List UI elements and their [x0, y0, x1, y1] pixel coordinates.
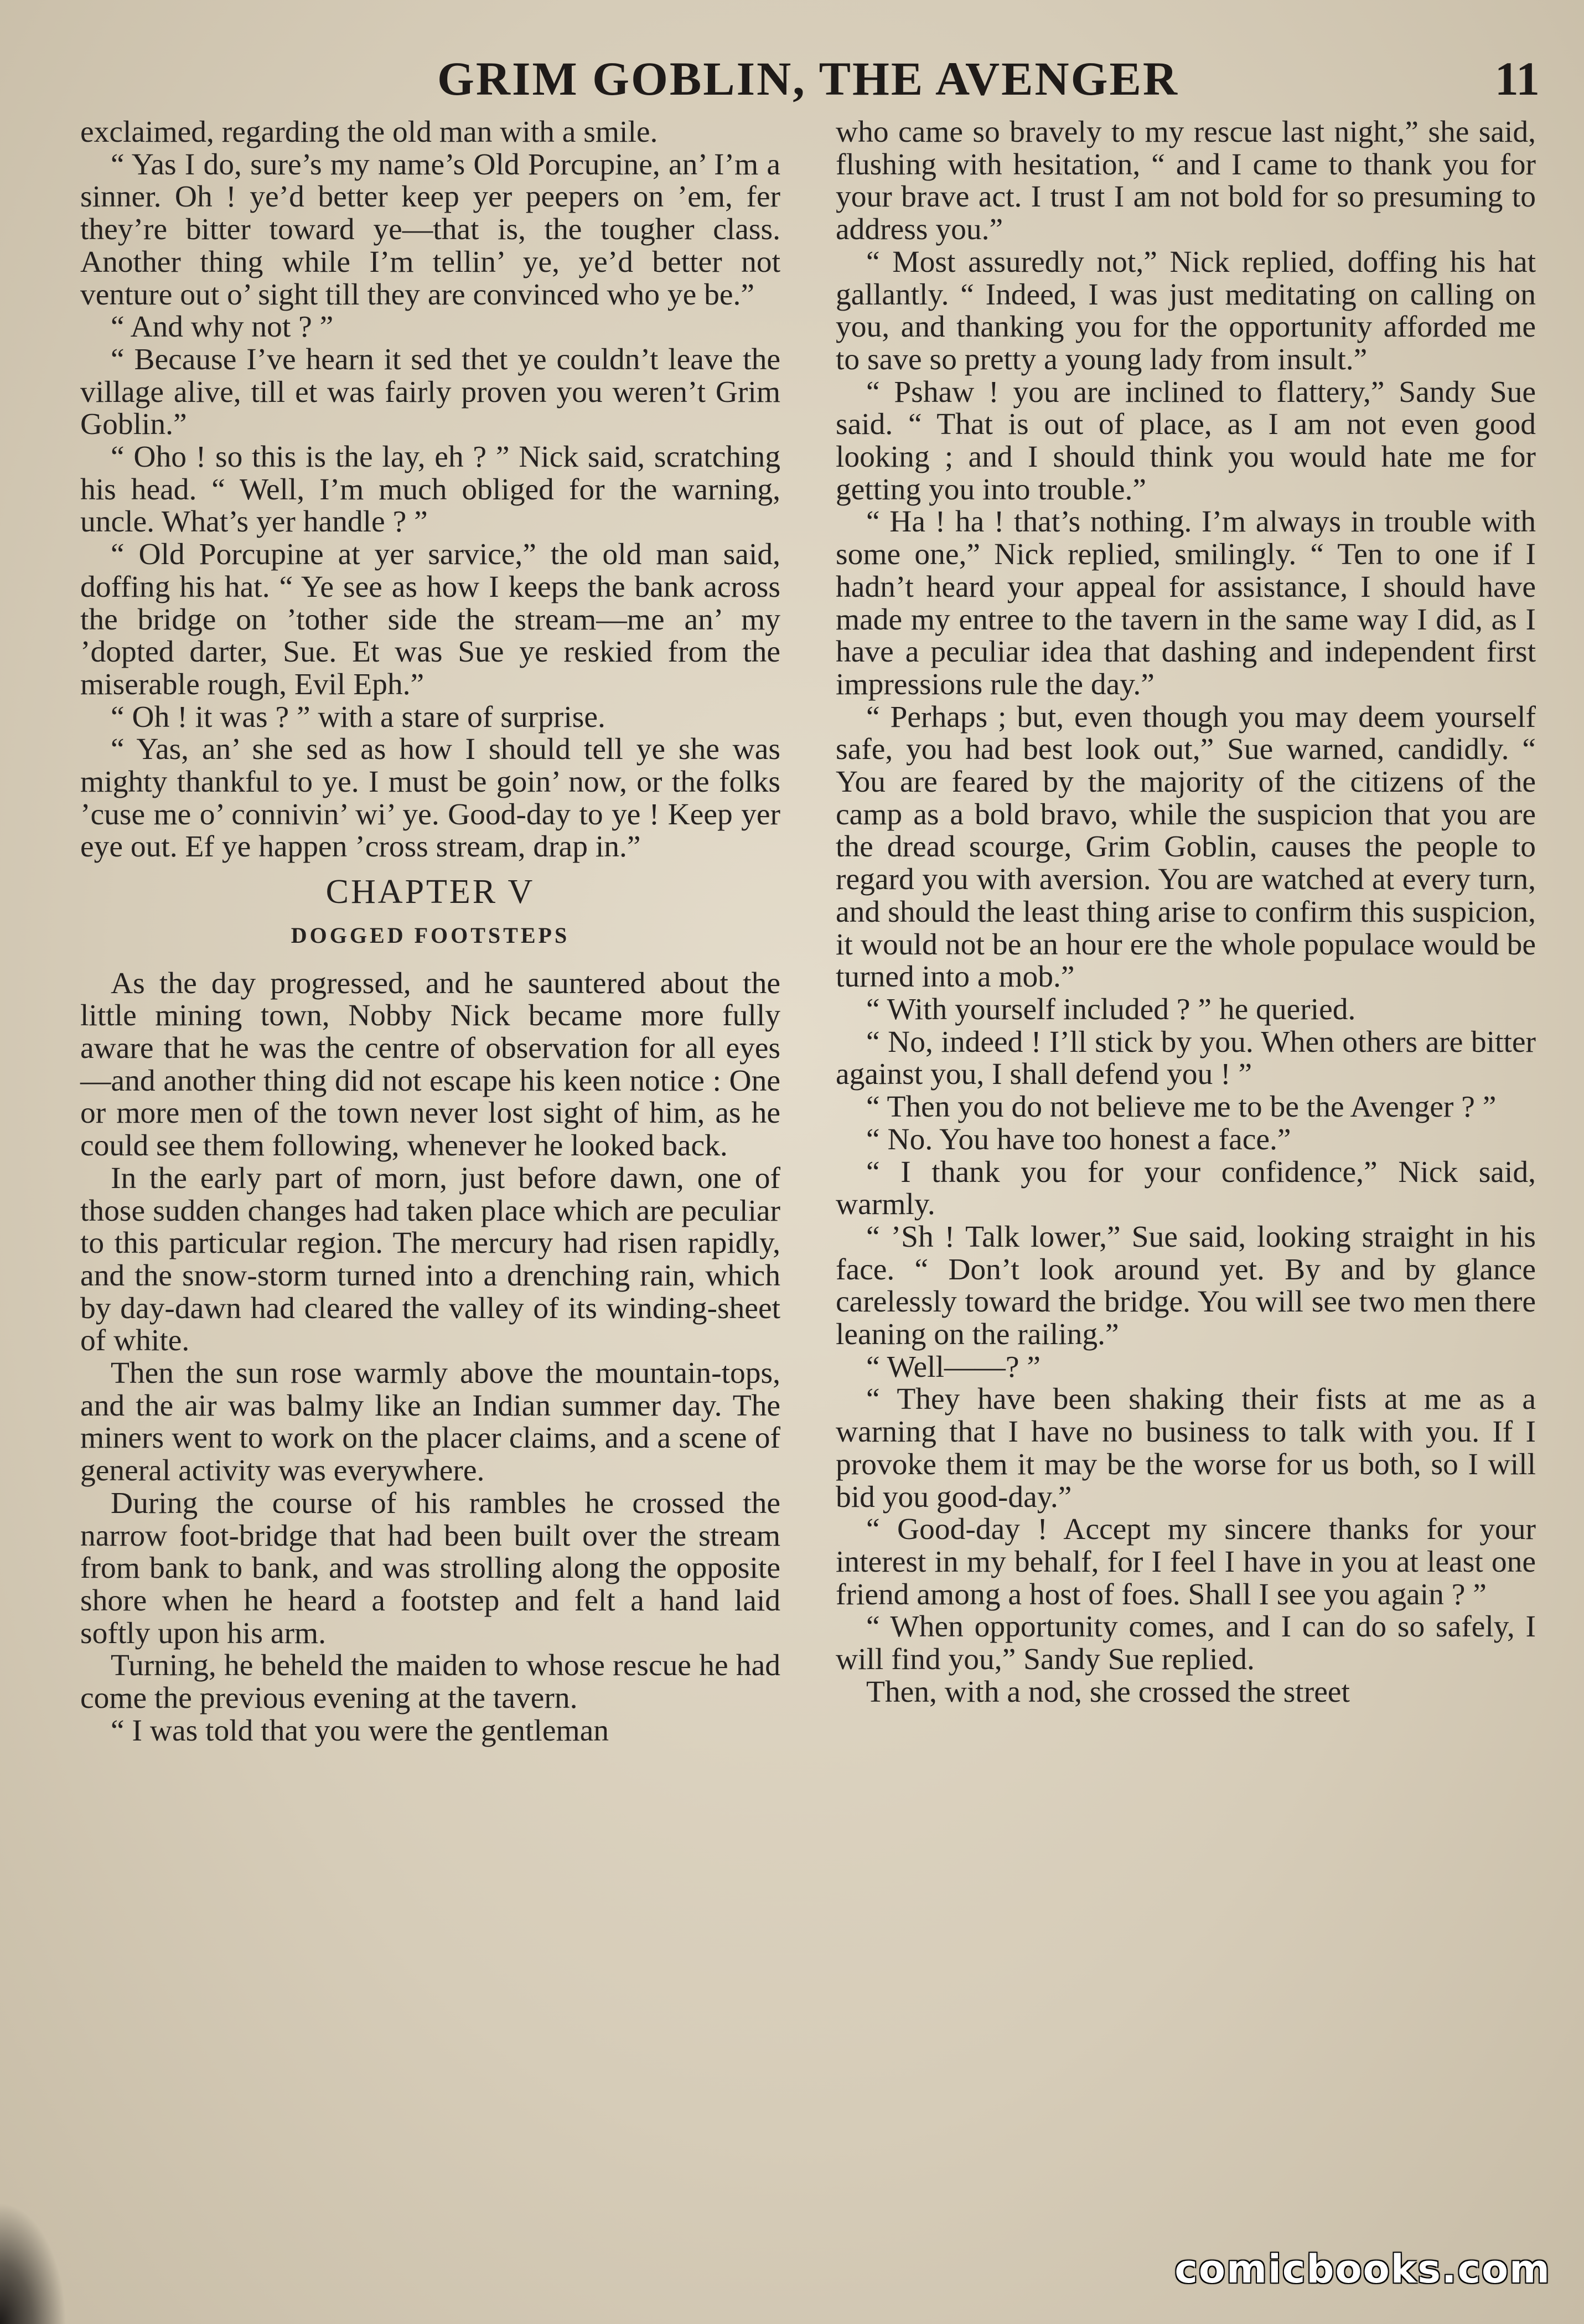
paragraph: “ With yourself included ? ” he queried.	[866, 992, 1356, 1026]
paragraph: “ Oho ! so this is the lay, eh ? ” Nick said, scratching his head. “ Well, I’m much obliged for the warning, uncle. What’s yer handle ? ”	[80, 440, 780, 539]
paragraph: “ Yas I do, sure’s my name’s Old Porcupine, an’ I’m a sinner. Oh ! ye’d better keep yer peepers on ’em, fer they’re bitter toward ye—that is, the tougher class. Another thing while I’m tellin’ ye, ye’d better not venture out o’ sight till they are convinced who ye be.”	[80, 147, 780, 312]
page-corner-shadow	[0, 2202, 66, 2324]
paragraph: “ I was told that you were the gentleman	[111, 1713, 609, 1748]
right-column	[836, 116, 1536, 1708]
left-column	[80, 116, 780, 1747]
paragraph: who came so bravely to my rescue last night,” she said, flushing with hesitation, “ and I came to thank you for your brave act. I trust I am not bold for so presuming to address you.”	[836, 115, 1536, 247]
paragraph: “ I thank you for your confidence,” Nick said, warmly.	[836, 1155, 1536, 1222]
running-title: GRIM GOBLIN, THE AVENGER	[437, 52, 1179, 105]
paragraph: Then, with a nod, she crossed the street	[866, 1675, 1350, 1709]
paragraph: “ No, indeed ! I’ll stick by you. When others are bitter against you, I shall defend you ! ”	[836, 1025, 1536, 1092]
site-watermark: comicbooks.com	[1174, 2246, 1551, 2292]
paragraph: “ Oh ! it was ? ” with a stare of surprise.	[111, 700, 605, 734]
paragraph: “ Perhaps ; but, even though you may deem yourself safe, you had best look out,” Sue warned, candidly. “ You are feared by the majority of the citizens of the camp as a bold bravo, while the suspicion that you are the dread scourge, Grim Goblin, causes the people to regard you with aversion. You are watched at every turn, and should the least thing arise to confirm this suspicion, it would not be an hour ere the whole populace would be turned into a mob.”	[836, 700, 1536, 994]
paragraph: “ Then you do not believe me to be the Avenger ? ”	[866, 1090, 1497, 1124]
paragraph: “ When opportunity comes, and I can do so safely, I will find you,” Sandy Sue replied.	[836, 1610, 1536, 1677]
paragraph: “ ’Sh ! Talk lower,” Sue said, looking straight in his face. “ Don’t look around yet. By and by glance carelessly toward the bridge. You will see two men there leaning on the railing.”	[836, 1220, 1536, 1352]
paragraph: “ Ha ! ha ! that’s nothing. I’m always in trouble with some one,” Nick replied, smilingly. “ Ten to one if I hadn’t heard your appeal for assistance, I should have made my entree to the tavern in the same way I did, as I have a peculiar idea that dashing and independent first impressions rule the day.”	[836, 505, 1536, 701]
paragraph: “ And why not ? ”	[111, 310, 334, 344]
paragraph: During the course of his rambles he crossed the narrow foot-bridge that had been built over the stream from bank to bank, and was strolling along the opposite shore when he heard a footstep and felt a hand laid softly upon his arm.	[80, 1486, 780, 1650]
paragraph: “ Pshaw ! you are inclined to flattery,” Sandy Sue said. “ That is out of place, as I am not even good looking ; and I should think you would hate me for getting you into trouble.”	[836, 375, 1536, 507]
paragraph: “ Most assuredly not,” Nick replied, doffing his hat gallantly. “ Indeed, I was just meditating on calling on you, and thanking you for the opportunity afforded me to save so pretty a young lady from insult.”	[836, 245, 1536, 376]
paragraph: “ Old Porcupine at yer sarvice,” the old man said, doffing his hat. “ Ye see as how I keeps the bank across the bridge on ’tother side the stream—me an’ my ’dopted darter, Sue. Et was Sue ye reskied from the miserable rough, Evil Eph.”	[80, 538, 780, 701]
paragraph: “ Well——? ”	[866, 1350, 1041, 1384]
chapter-subtitle: DOGGED FOOTSTEPS	[291, 922, 570, 948]
page-number: 11	[1494, 52, 1540, 105]
paragraph: “ Because I’ve hearn it sed thet ye couldn’t leave the village alive, till et was fairly proven you weren’t Grim Goblin.”	[80, 342, 780, 442]
paragraph: In the early part of morn, just before dawn, one of those sudden changes had taken place which are peculiar to this particular region. The mercury had risen rapidly, and the snow-storm turned into a drenching rain, which by day-dawn had cleared the valley of its winding-sheet of white.	[80, 1161, 780, 1358]
paragraph: “ Good-day ! Accept my sincere thanks for your interest in my behalf, for I feel I have in you at least one friend among a host of foes. Shall I see you again ? ”	[836, 1512, 1536, 1612]
paragraph: exclaimed, regarding the old man with a smile.	[80, 115, 658, 149]
chapter-title: CHAPTER V	[325, 873, 535, 911]
paragraph: “ Yas, an’ she sed as how I should tell ye she was mighty thankful to ye. I must be goin’ now, or the folks ’cuse me o’ connivin’ wi’ ye. Good-day to ye ! Keep yer eye out. Ef ye happen ’cross stream, drap in.”	[80, 732, 780, 864]
paragraph: Then the sun rose warmly above the mountain-tops, and the air was balmy like an Indian summer day. The miners went to work on the placer claims, and a scene of general activity was everywhere.	[80, 1356, 780, 1488]
paragraph: “ They have been shaking their fists at me as a warning that I have no business to talk with you. If I provoke them it may be the worse for us both, so I will bid you good-day.”	[836, 1382, 1536, 1514]
paragraph: “ No. You have too honest a face.”	[866, 1122, 1291, 1156]
paragraph: Turning, he beheld the maiden to whose rescue he had come the previous evening at the tavern.	[80, 1649, 780, 1716]
paragraph: As the day progressed, and he sauntered about the little mining town, Nobby Nick became more fully aware that he was the centre of observation for all eyes—and another thing did not escape his keen notice : One or more men of the town never lost sight of him, as he could see them following, whenever he looked back.	[80, 966, 780, 1163]
